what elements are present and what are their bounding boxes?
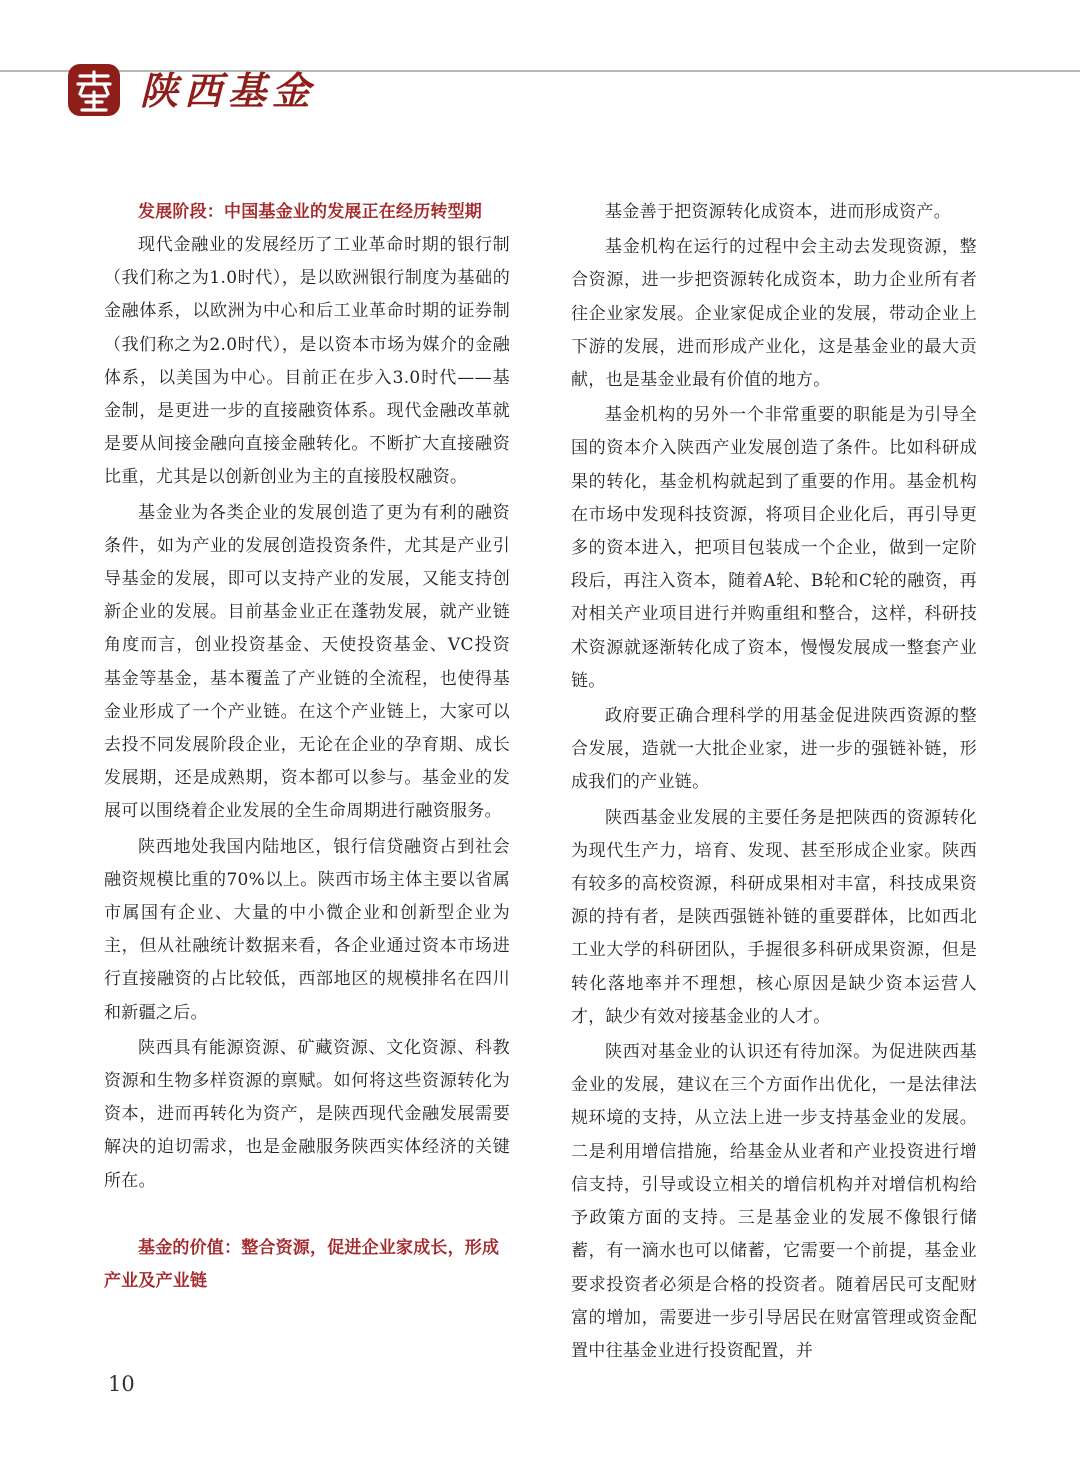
paragraph: 基金善于把资源转化成资本，进而形成资产。 (605, 202, 951, 222)
section-heading: 基金的价值：整合资源，促进企业家成长，形成产业及产业链 (104, 1237, 500, 1291)
seal-logo-icon (66, 62, 122, 118)
brand-title: 陕西基金 (140, 68, 317, 113)
right-column (571, 196, 977, 1370)
paragraph: 基金机构在运行的过程中会主动去发现资源，整合资源，进一步把资源转化成资本，助力企业所有者往企业家发展。企业家促成企业的发展，带动企业上下游的发展，进而形成产业化，这是基金业的最大贡献，也是基金业最有价值的地方。 (571, 237, 977, 391)
paragraph: 陕西具有能源资源、矿藏资源、文化资源、科教资源和生物多样资源的禀赋。如何将这些资源转化为资本，进而再转化为资产，是陕西现代金融发展需要解决的迫切需求，也是金融服务陕西实体经济的关键所在。 (104, 1037, 510, 1191)
paragraph: 现代金融业的发展经历了工业革命时期的银行制（我们称之为1.0时代），是以欧洲银行制度为基础的金融体系，以欧洲为中心和后工业革命时期的证券制（我们称之为2.0时代），是以资本市场为媒介的金融体系，以美国为中心。目前正在步入3.0时代——基金制，是更进一步的直接融资体系。现代金融改革就是要从间接金融向直接金融转化。不断扩大直接融资比重，尤其是以创新创业为主的直接股权融资。 (104, 235, 510, 488)
paragraph: 基金业为各类企业的发展创造了更为有利的融资条件，如为产业的发展创造投资条件，尤其是产业引导基金的发展，即可以支持产业的发展，又能支持创新企业的发展。目前基金业正在蓬勃发展，就产业链角度而言，创业投资基金、天使投资基金、VC投资基金等基金，基本覆盖了产业链的全流程，也使得基金业形成了一个产业链。在这个产业链上，大家可以去投不同发展阶段企业，无论在企业的孕育期、成长发展期，还是成熟期，资本都可以参与。基金业的发展可以围绕着企业发展的全生命周期进行融资服务。 (104, 502, 510, 822)
paragraph: 陕西地处我国内陆地区，银行信贷融资占到社会融资规模比重的70%以上。陕西市场主体主要以省属市属国有企业、大量的中小微企业和创新型企业为主，但从社融统计数据来看，各企业通过资本市场进行直接融资的占比较低，西部地区的规模排名在四川和新疆之后。 (104, 836, 510, 1023)
page-number: 10 (108, 1372, 135, 1396)
section-heading: 发展阶段：中国基金业的发展正在经历转型期 (138, 202, 482, 222)
left-column (104, 196, 510, 1298)
paragraph: 陕西基金业发展的主要任务是把陕西的资源转化为现代生产力，培育、发现、甚至形成企业家。陕西有较多的高校资源，科研成果相对丰富，科技成果资源的持有者，是陕西强链补链的重要群体，比如西北工业大学的科研团队，手握很多科研成果资源，但是转化落地率并不理想，核心原因是缺少资本运营人才，缺少有效对接基金业的人才。 (571, 807, 977, 1027)
paragraph: 陕西对基金业的认识还有待加深。为促进陕西基金业的发展，建议在三个方面作出优化，一是法律法规环境的支持，从立法上进一步支持基金业的发展。二是利用增信措施，给基金从业者和产业投资进行增信支持，引导或设立相关的增信机构并对增信机构给予政策方面的支持。三是基金业的发展不像银行储蓄，有一滴水也可以储蓄，它需要一个前提，基金业要求投资者必须是合格的投资者。随着居民可支配财富的增加，需要进一步引导居民在财富管理或资金配置中往基金业进行投资配置，并 (571, 1042, 977, 1361)
paragraph: 政府要正确合理科学的用基金促进陕西资源的整合发展，造就一大批企业家，进一步的强链补链，形成我们的产业链。 (571, 706, 977, 793)
paragraph: 基金机构的另外一个非常重要的职能是为引导全国的资本介入陕西产业发展创造了条件。比如科研成果的转化，基金机构就起到了重要的作用。基金机构在市场中发现科技资源，将项目企业化后，再引导更多的资本进入，把项目包装成一个企业，做到一定阶段后，再注入资本，随着A轮、B轮和C轮的融资，再对相关产业项目进行并购重组和整合，这样，科研技术资源就逐渐转化成了资本，慢慢发展成一整套产业链。 (571, 405, 977, 691)
